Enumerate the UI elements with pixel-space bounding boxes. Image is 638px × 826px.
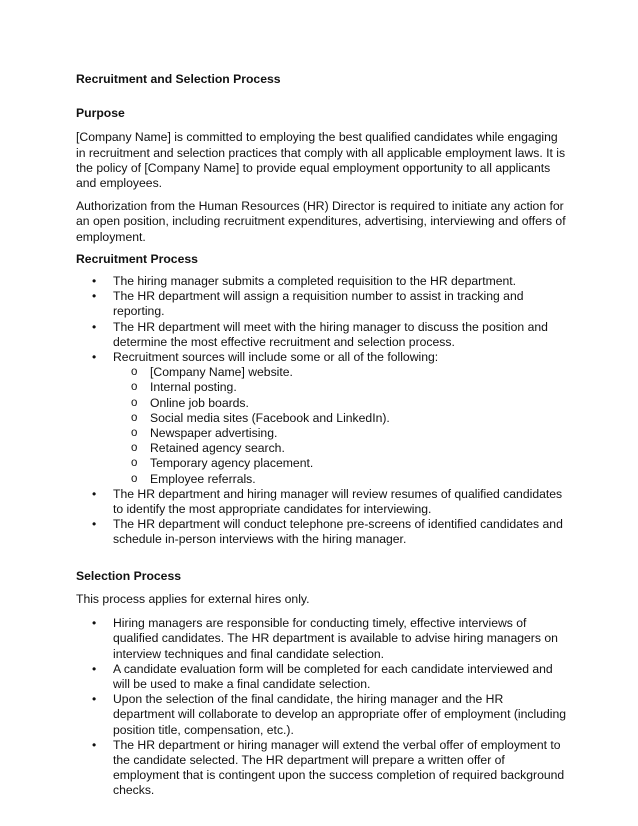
list-item: • Upon the selection of the final candidate, the hiring manager and the HR department will collaborate to develop an appropriate offer of employment (including position title, compensation, etc.). — [76, 692, 566, 738]
sub-list-item: o [Company Name] website. — [113, 365, 566, 380]
list-item-sources — [76, 350, 566, 487]
sub-list-item: o Social media sites (Facebook and LinkedIn). — [113, 411, 566, 426]
sub-list-item: o Temporary agency placement. — [113, 456, 566, 471]
sub-list-item: o Online job boards. — [113, 396, 566, 411]
selection-list — [76, 616, 566, 798]
sources-sublist — [113, 365, 566, 487]
list-item: • A candidate evaluation form will be completed for each candidate interviewed and will be used to make a final candidate selection. — [76, 662, 566, 692]
sub-list-item: o Newspaper advertising. — [113, 426, 566, 441]
selection-intro: This process applies for external hires only. — [76, 591, 310, 606]
recruitment-heading: Recruitment Process — [76, 251, 198, 266]
list-item: • The HR department will conduct telephone pre-screens of identified candidates and schedule in-person interviews with the hiring manager. — [76, 517, 566, 547]
document-title: Recruitment and Selection Process — [76, 72, 281, 86]
purpose-heading: Purpose — [76, 106, 125, 121]
sub-list-item: o Retained agency search. — [113, 441, 566, 456]
recruitment-list — [76, 274, 566, 548]
selection-heading: Selection Process — [76, 568, 181, 583]
sources-intro: Recruitment sources will include some or all of the following: — [113, 350, 439, 365]
list-item: • The HR department or hiring manager will extend the verbal offer of employment to the candidate selected. The HR department will prepare a written offer of employment that is contingent upon the success completion of required background checks. — [76, 738, 566, 799]
purpose-paragraph: [Company Name] is committed to employing the best qualified candidates while engaging in recruitment and selection practices that comply with all applicable employment laws. It is the policy of [Company Name] to provide equal employment opportunity to all applicants and employees. — [76, 130, 566, 191]
sub-list-item: o Employee referrals. — [113, 472, 566, 487]
list-item: • The HR department will assign a requisition number to assist in tracking and reporting. — [76, 289, 566, 319]
sub-list-item: o Internal posting. — [113, 380, 566, 395]
list-item: • The HR department and hiring manager will review resumes of qualified candidates to identify the most appropriate candidates for interviewing. — [76, 487, 566, 517]
authorization-paragraph: Authorization from the Human Resources (HR) Director is required to initiate any action for an open position, including recruitment expenditures, advertising, interviewing and offers of employment. — [76, 199, 566, 244]
list-item: • Hiring managers are responsible for conducting timely, effective interviews of qualified candidates. The HR department is available to advise hiring managers on interview techniques and final candidate selection. — [76, 616, 566, 662]
list-item: • The HR department will meet with the hiring manager to discuss the position and determine the most effective recruitment and selection process. — [76, 320, 566, 350]
document-body — [76, 72, 566, 799]
list-item: • The hiring manager submits a completed requisition to the HR department. — [76, 274, 566, 289]
